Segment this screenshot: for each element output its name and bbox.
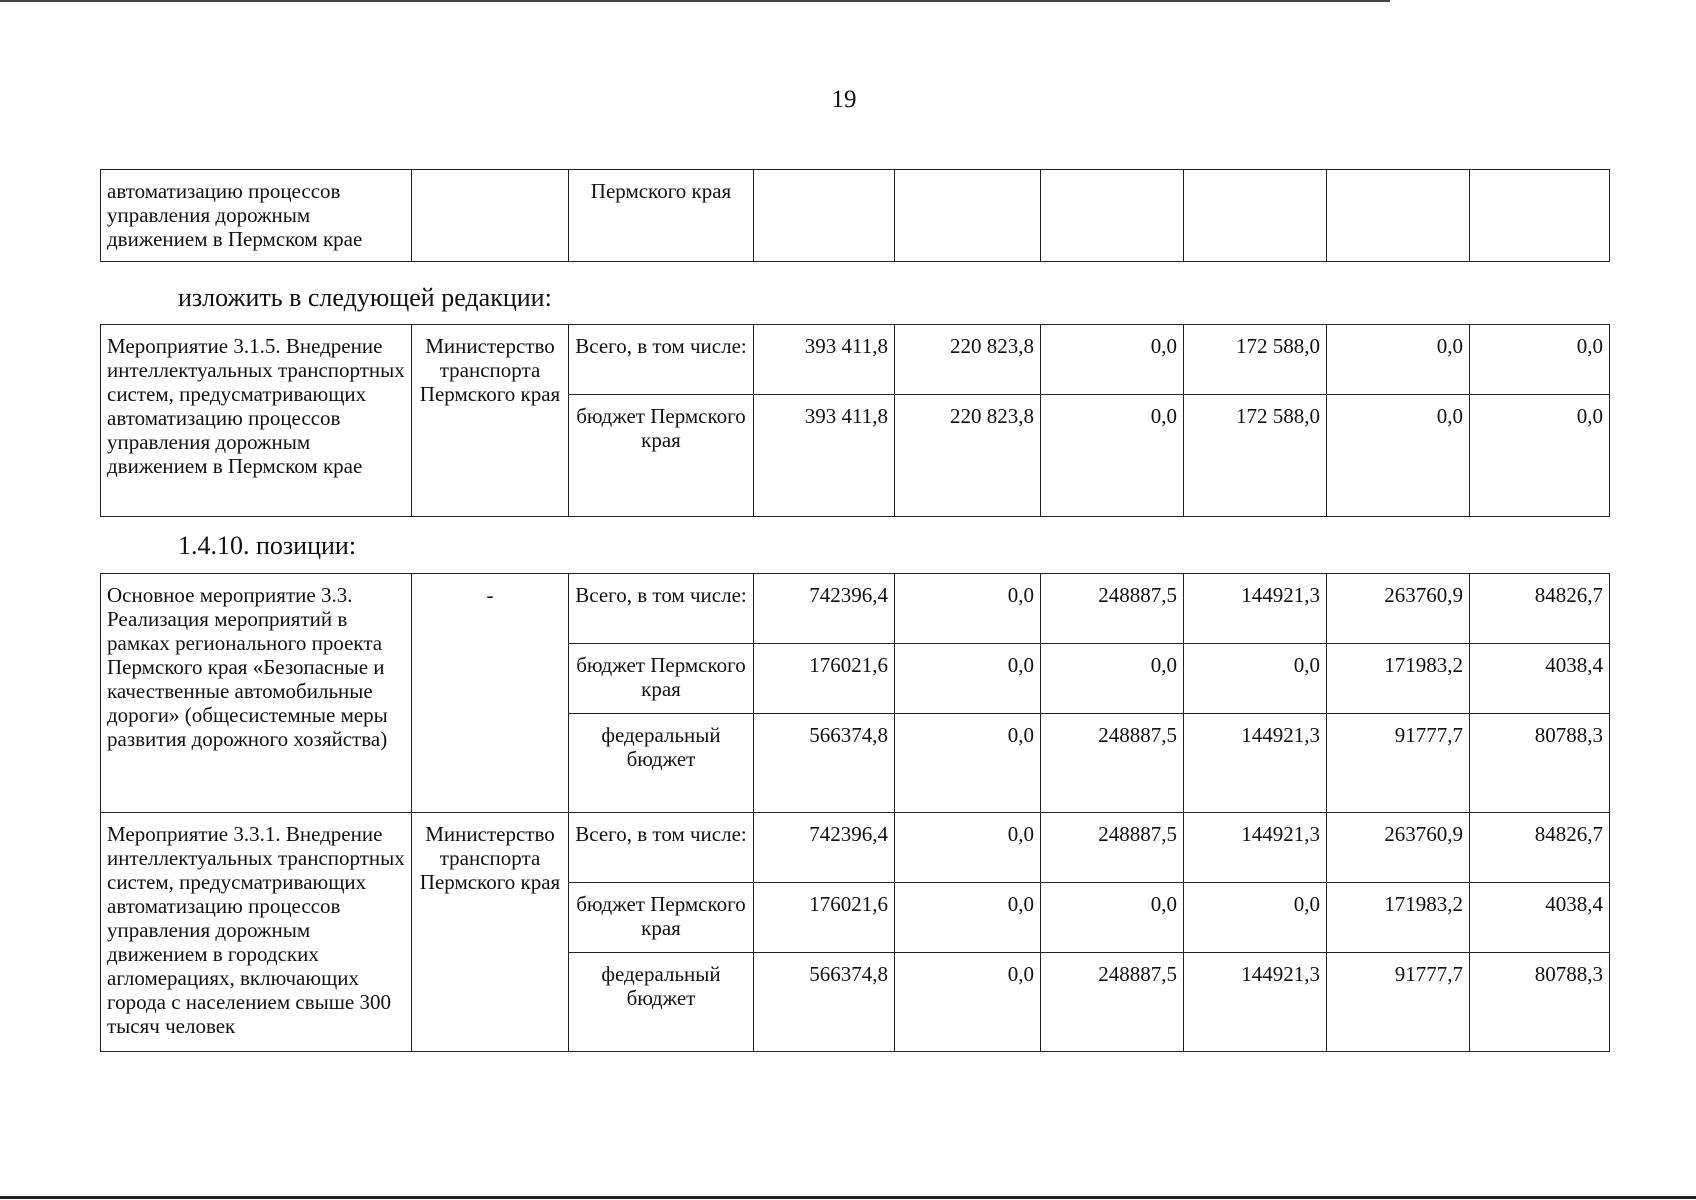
value-cell: 742396,4 [754, 813, 895, 883]
value-cell [895, 170, 1041, 262]
top-edge-rule [0, 0, 1390, 2]
funding-source-cell: бюджет Пермского края [569, 395, 754, 517]
section-heading-positions: 1.4.10. позиции: [178, 531, 357, 560]
value-cell: 0,0 [1041, 325, 1184, 395]
value-cell: 144921,3 [1184, 953, 1327, 1052]
value-cell: 80788,3 [1470, 714, 1610, 813]
activity-name-cell: автоматизацию процессов управления дорожным движением в Пермском крае [101, 170, 412, 262]
funding-source-cell: Всего, в том числе: [569, 813, 754, 883]
activity-name-cell: Основное мероприятие 3.3. Реализация мероприятий в рамках регионального проекта Пермского края «Безопасные и качественные автомобильные дороги» (общесистемные меры развития дорожного хозяйства) [101, 574, 412, 813]
value-cell: 171983,2 [1327, 883, 1470, 953]
value-cell: 84826,7 [1470, 574, 1610, 644]
value-cell [1184, 170, 1327, 262]
table-row [101, 170, 1610, 262]
value-cell: 248887,5 [1041, 574, 1184, 644]
executor-cell: - [412, 574, 569, 813]
value-cell: 0,0 [895, 953, 1041, 1052]
value-cell: 220 823,8 [895, 325, 1041, 395]
value-cell [754, 170, 895, 262]
table-row [101, 574, 1610, 644]
value-cell: 172 588,0 [1184, 395, 1327, 517]
table-row [101, 325, 1610, 395]
table-new-edition [100, 324, 1610, 517]
funding-source-cell: бюджет Пермского края [569, 883, 754, 953]
value-cell: 566374,8 [754, 714, 895, 813]
value-cell: 176021,6 [754, 644, 895, 714]
funding-source-cell: бюджет Пермского края [569, 644, 754, 714]
value-cell: 0,0 [1327, 395, 1470, 517]
value-cell: 0,0 [1041, 883, 1184, 953]
value-cell: 393 411,8 [754, 325, 895, 395]
value-cell: 176021,6 [754, 883, 895, 953]
value-cell: 248887,5 [1041, 714, 1184, 813]
bottom-edge-rule [0, 1196, 1696, 1199]
value-cell: 0,0 [895, 714, 1041, 813]
funding-source-cell: федеральный бюджет [569, 714, 754, 813]
activity-name-cell: Мероприятие 3.3.1. Внедрение интеллектуальных транспортных систем, предусматривающих автоматизацию процессов управления дорожным движением в городских агломерациях, включающих города с населением свыше 300 тысяч человек [101, 813, 412, 1052]
executor-cell: Министерство транспорта Пермского края [412, 813, 569, 1052]
value-cell: 248887,5 [1041, 953, 1184, 1052]
value-cell: 0,0 [1470, 325, 1610, 395]
value-cell: 0,0 [1470, 395, 1610, 517]
value-cell: 263760,9 [1327, 813, 1470, 883]
page-number: 19 [831, 86, 857, 113]
value-cell: 0,0 [1184, 644, 1327, 714]
executor-cell [412, 170, 569, 262]
value-cell: 84826,7 [1470, 813, 1610, 883]
value-cell: 171983,2 [1327, 644, 1470, 714]
value-cell: 91777,7 [1327, 714, 1470, 813]
section-heading-edit: изложить в следующей редакции: [178, 283, 552, 312]
executor-cell: Министерство транспорта Пермского края [412, 325, 569, 517]
value-cell: 566374,8 [754, 953, 895, 1052]
value-cell: 0,0 [895, 644, 1041, 714]
value-cell: 80788,3 [1470, 953, 1610, 1052]
activity-name-cell: Мероприятие 3.1.5. Внедрение интеллектуальных транспортных систем, предусматривающих автоматизацию процессов управления дорожным движением в Пермском крае [101, 325, 412, 517]
value-cell: 91777,7 [1327, 953, 1470, 1052]
value-cell: 0,0 [1184, 883, 1327, 953]
value-cell: 0,0 [1041, 644, 1184, 714]
value-cell: 144921,3 [1184, 813, 1327, 883]
table-top-fragment [100, 169, 1610, 262]
value-cell: 4038,4 [1470, 883, 1610, 953]
value-cell: 742396,4 [754, 574, 895, 644]
value-cell: 0,0 [895, 813, 1041, 883]
value-cell: 4038,4 [1470, 644, 1610, 714]
funding-source-cell: Всего, в том числе: [569, 574, 754, 644]
value-cell: 263760,9 [1327, 574, 1470, 644]
table-positions [100, 573, 1610, 1052]
value-cell: 0,0 [1041, 395, 1184, 517]
funding-source-cell: Пермского края [569, 170, 754, 262]
value-cell: 248887,5 [1041, 813, 1184, 883]
value-cell: 393 411,8 [754, 395, 895, 517]
value-cell: 0,0 [895, 883, 1041, 953]
value-cell: 0,0 [895, 574, 1041, 644]
value-cell [1327, 170, 1470, 262]
value-cell: 0,0 [1327, 325, 1470, 395]
value-cell [1041, 170, 1184, 262]
table-row [101, 813, 1610, 883]
funding-source-cell: Всего, в том числе: [569, 325, 754, 395]
value-cell [1470, 170, 1610, 262]
value-cell: 172 588,0 [1184, 325, 1327, 395]
value-cell: 220 823,8 [895, 395, 1041, 517]
value-cell: 144921,3 [1184, 714, 1327, 813]
value-cell: 144921,3 [1184, 574, 1327, 644]
funding-source-cell: федеральный бюджет [569, 953, 754, 1052]
